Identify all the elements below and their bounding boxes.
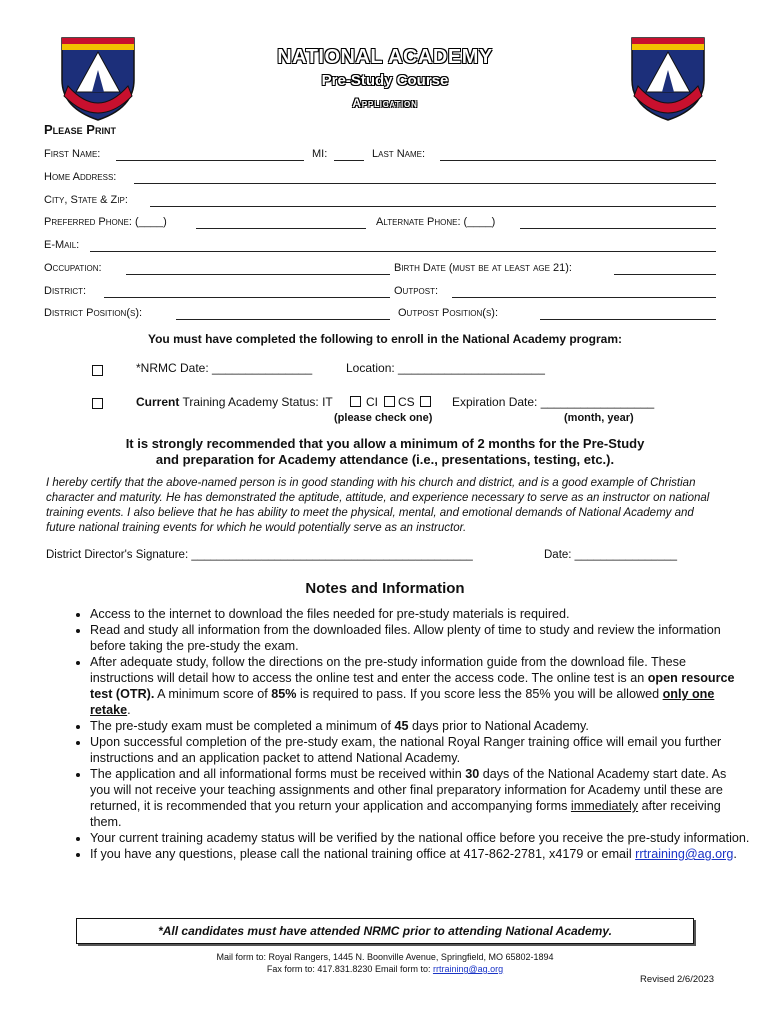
revision-date: Revised 2/6/2023: [640, 974, 714, 985]
email-field[interactable]: [90, 251, 716, 252]
notes-text: If you have any questions, please call the national training office at 417-862-2781, x4179 or email: [90, 847, 636, 861]
last-name-field[interactable]: [440, 160, 716, 161]
expiration-date-field[interactable]: Expiration Date: _________________: [452, 395, 655, 409]
score-emphasis: 85%: [271, 687, 297, 701]
notes-item: [90, 654, 750, 718]
city-state-zip-field[interactable]: [150, 206, 716, 207]
email-label: E-Mail:: [44, 239, 80, 251]
notes-text: is required to pass. If you score less the 85% you will be allowed: [296, 687, 663, 701]
notes-list: [64, 606, 750, 862]
document-title: NATIONAL ACADEMY: [277, 46, 493, 68]
days-emphasis: 30: [465, 767, 480, 781]
document-type: Application: [352, 96, 418, 110]
city-state-zip-label: City, State & Zip:: [44, 194, 128, 206]
recommendation-line-1: It is strongly recommended that you allow a minimum of 2 months for the Pre-Study: [125, 436, 645, 451]
birth-date-label: Birth Date (must be at least age 21):: [394, 262, 572, 274]
occupation-label: Occupation:: [44, 262, 102, 274]
notice-text: All candidates must have attended NRMC prior to attending National Academy.: [162, 924, 612, 938]
notes-item: [90, 846, 750, 862]
preferred-phone-field[interactable]: [196, 228, 366, 229]
first-name-field[interactable]: [116, 160, 304, 161]
nrmc-date-field[interactable]: *NRMC Date: _______________: [136, 361, 313, 375]
notes-text: After adequate study, follow the directions on the pre-study information guide from the download file. These instructions will detail how to access the online test and enter the access code. The online test is an: [90, 655, 686, 685]
cs-checkbox[interactable]: [420, 396, 431, 407]
training-status-line: [136, 395, 333, 409]
document-subtitle: Pre-Study Course: [321, 72, 449, 89]
fax-text: Fax form to: 417.831.8230 Email form to:: [266, 964, 433, 974]
district-positions-field[interactable]: [176, 319, 390, 320]
notes-item: • Access to the internet to download the files needed for pre-study materials is required.: [90, 606, 750, 622]
notes-text: .: [127, 703, 131, 717]
nrmc-checkbox[interactable]: [92, 365, 103, 376]
director-signature-field[interactable]: District Director's Signature: ____________________________________________: [46, 549, 473, 561]
notes-text: days prior to National Academy.: [408, 719, 589, 733]
retake-emphasis: only one retake: [90, 687, 715, 717]
district-field[interactable]: [104, 297, 390, 298]
alternate-phone-label: Alternate Phone: (____): [376, 216, 496, 228]
mi-label: MI:: [312, 148, 328, 160]
recommendation-text: [40, 436, 730, 468]
days-emphasis: 45: [394, 719, 409, 733]
notes-item: • Read and study all information from the downloaded files. Allow plenty of time to study and review the information before taking the pre-study the exam.: [90, 622, 750, 654]
district-label: District:: [44, 285, 87, 297]
district-positions-label: District Position(s):: [44, 307, 143, 319]
notice-star: *: [158, 924, 163, 938]
notes-item: [90, 766, 750, 830]
notes-text: after receiving them.: [90, 799, 721, 829]
recommendation-line-2: and preparation for Academy attendance (i.e., presentations, testing, etc.).: [155, 452, 615, 467]
home-address-label: Home Address:: [44, 171, 117, 183]
home-address-field[interactable]: [134, 183, 716, 184]
signature-date-field[interactable]: Date: ________________: [544, 549, 678, 561]
notice-box: [76, 918, 694, 944]
alternate-phone-field[interactable]: [520, 228, 716, 229]
preferred-phone-label: Preferred Phone: (____): [44, 216, 167, 228]
ci-checkbox[interactable]: [384, 396, 395, 407]
outpost-positions-label: Outpost Position(s):: [398, 307, 499, 319]
month-year-note: (month, year): [564, 412, 634, 424]
cs-label: CS: [398, 395, 415, 409]
footer-email-link[interactable]: rrtraining@ag.org: [432, 964, 504, 974]
notes-item: • Upon successful completion of the pre-study exam, the national Royal Ranger training office will email you further instructions and an application packet to attend National Academy.: [90, 734, 750, 766]
notes-item: [90, 718, 750, 734]
outpost-positions-field[interactable]: [540, 319, 716, 320]
notes-item: • Your current training academy status will be verified by the national office before you receive the pre-study information.: [90, 830, 750, 846]
first-name-label: First Name:: [44, 148, 101, 160]
notes-text: The pre-study exam must be completed a minimum of: [90, 719, 395, 733]
requirements-heading: You must have completed the following to enroll in the National Academy program:: [147, 332, 623, 346]
notes-text: .: [733, 847, 737, 861]
last-name-label: Last Name:: [372, 148, 426, 160]
status-checkbox[interactable]: [92, 398, 103, 409]
it-checkbox[interactable]: [350, 396, 361, 407]
notes-text: days of the National Academy start date. As you will not receive your teaching assignments and other final preparatory information for Academy until these are returned, it is recommended that you return your application and accompanying forms: [90, 767, 727, 813]
status-label: Training Academy Status: IT: [182, 395, 333, 409]
fax-email-line: [0, 964, 770, 974]
occupation-field[interactable]: [126, 274, 390, 275]
notes-heading: Notes and Information: [305, 580, 465, 597]
location-field[interactable]: Location: ______________________: [346, 361, 545, 375]
immediately-emphasis: immediately: [570, 799, 639, 813]
certification-paragraph: I hereby certify that the above-named person is in good standing with his church and district, and is a good example of Christian character and maturity. He has demonstrated the aptitude, attitude, and experience necessary to serve as an instructor on national training events. I also believe that he has ability to meet the physical, mental, and emotional demands of National Academy and future national training events for which he would potentially serve as an instructor.: [46, 477, 710, 534]
please-print-label: Please Print: [44, 122, 116, 137]
mail-address: Mail form to: Royal Rangers, 1445 N. Boonville Avenue, Springfield, MO 65802-1894: [216, 952, 554, 962]
birth-date-field[interactable]: [614, 274, 716, 275]
please-check-note: (please check one): [334, 412, 433, 424]
outpost-field[interactable]: [452, 297, 716, 298]
current-label: Current: [136, 395, 180, 409]
ci-label: CI: [366, 395, 378, 409]
training-email-link[interactable]: rrtraining@ag.org: [635, 847, 734, 861]
notes-text: A minimum score of: [154, 687, 272, 701]
otr-emphasis: open resource test (OTR).: [90, 671, 735, 701]
mi-field[interactable]: [334, 160, 364, 161]
notes-text: The application and all informational forms must be received within: [90, 767, 466, 781]
outpost-label: Outpost:: [394, 285, 439, 297]
